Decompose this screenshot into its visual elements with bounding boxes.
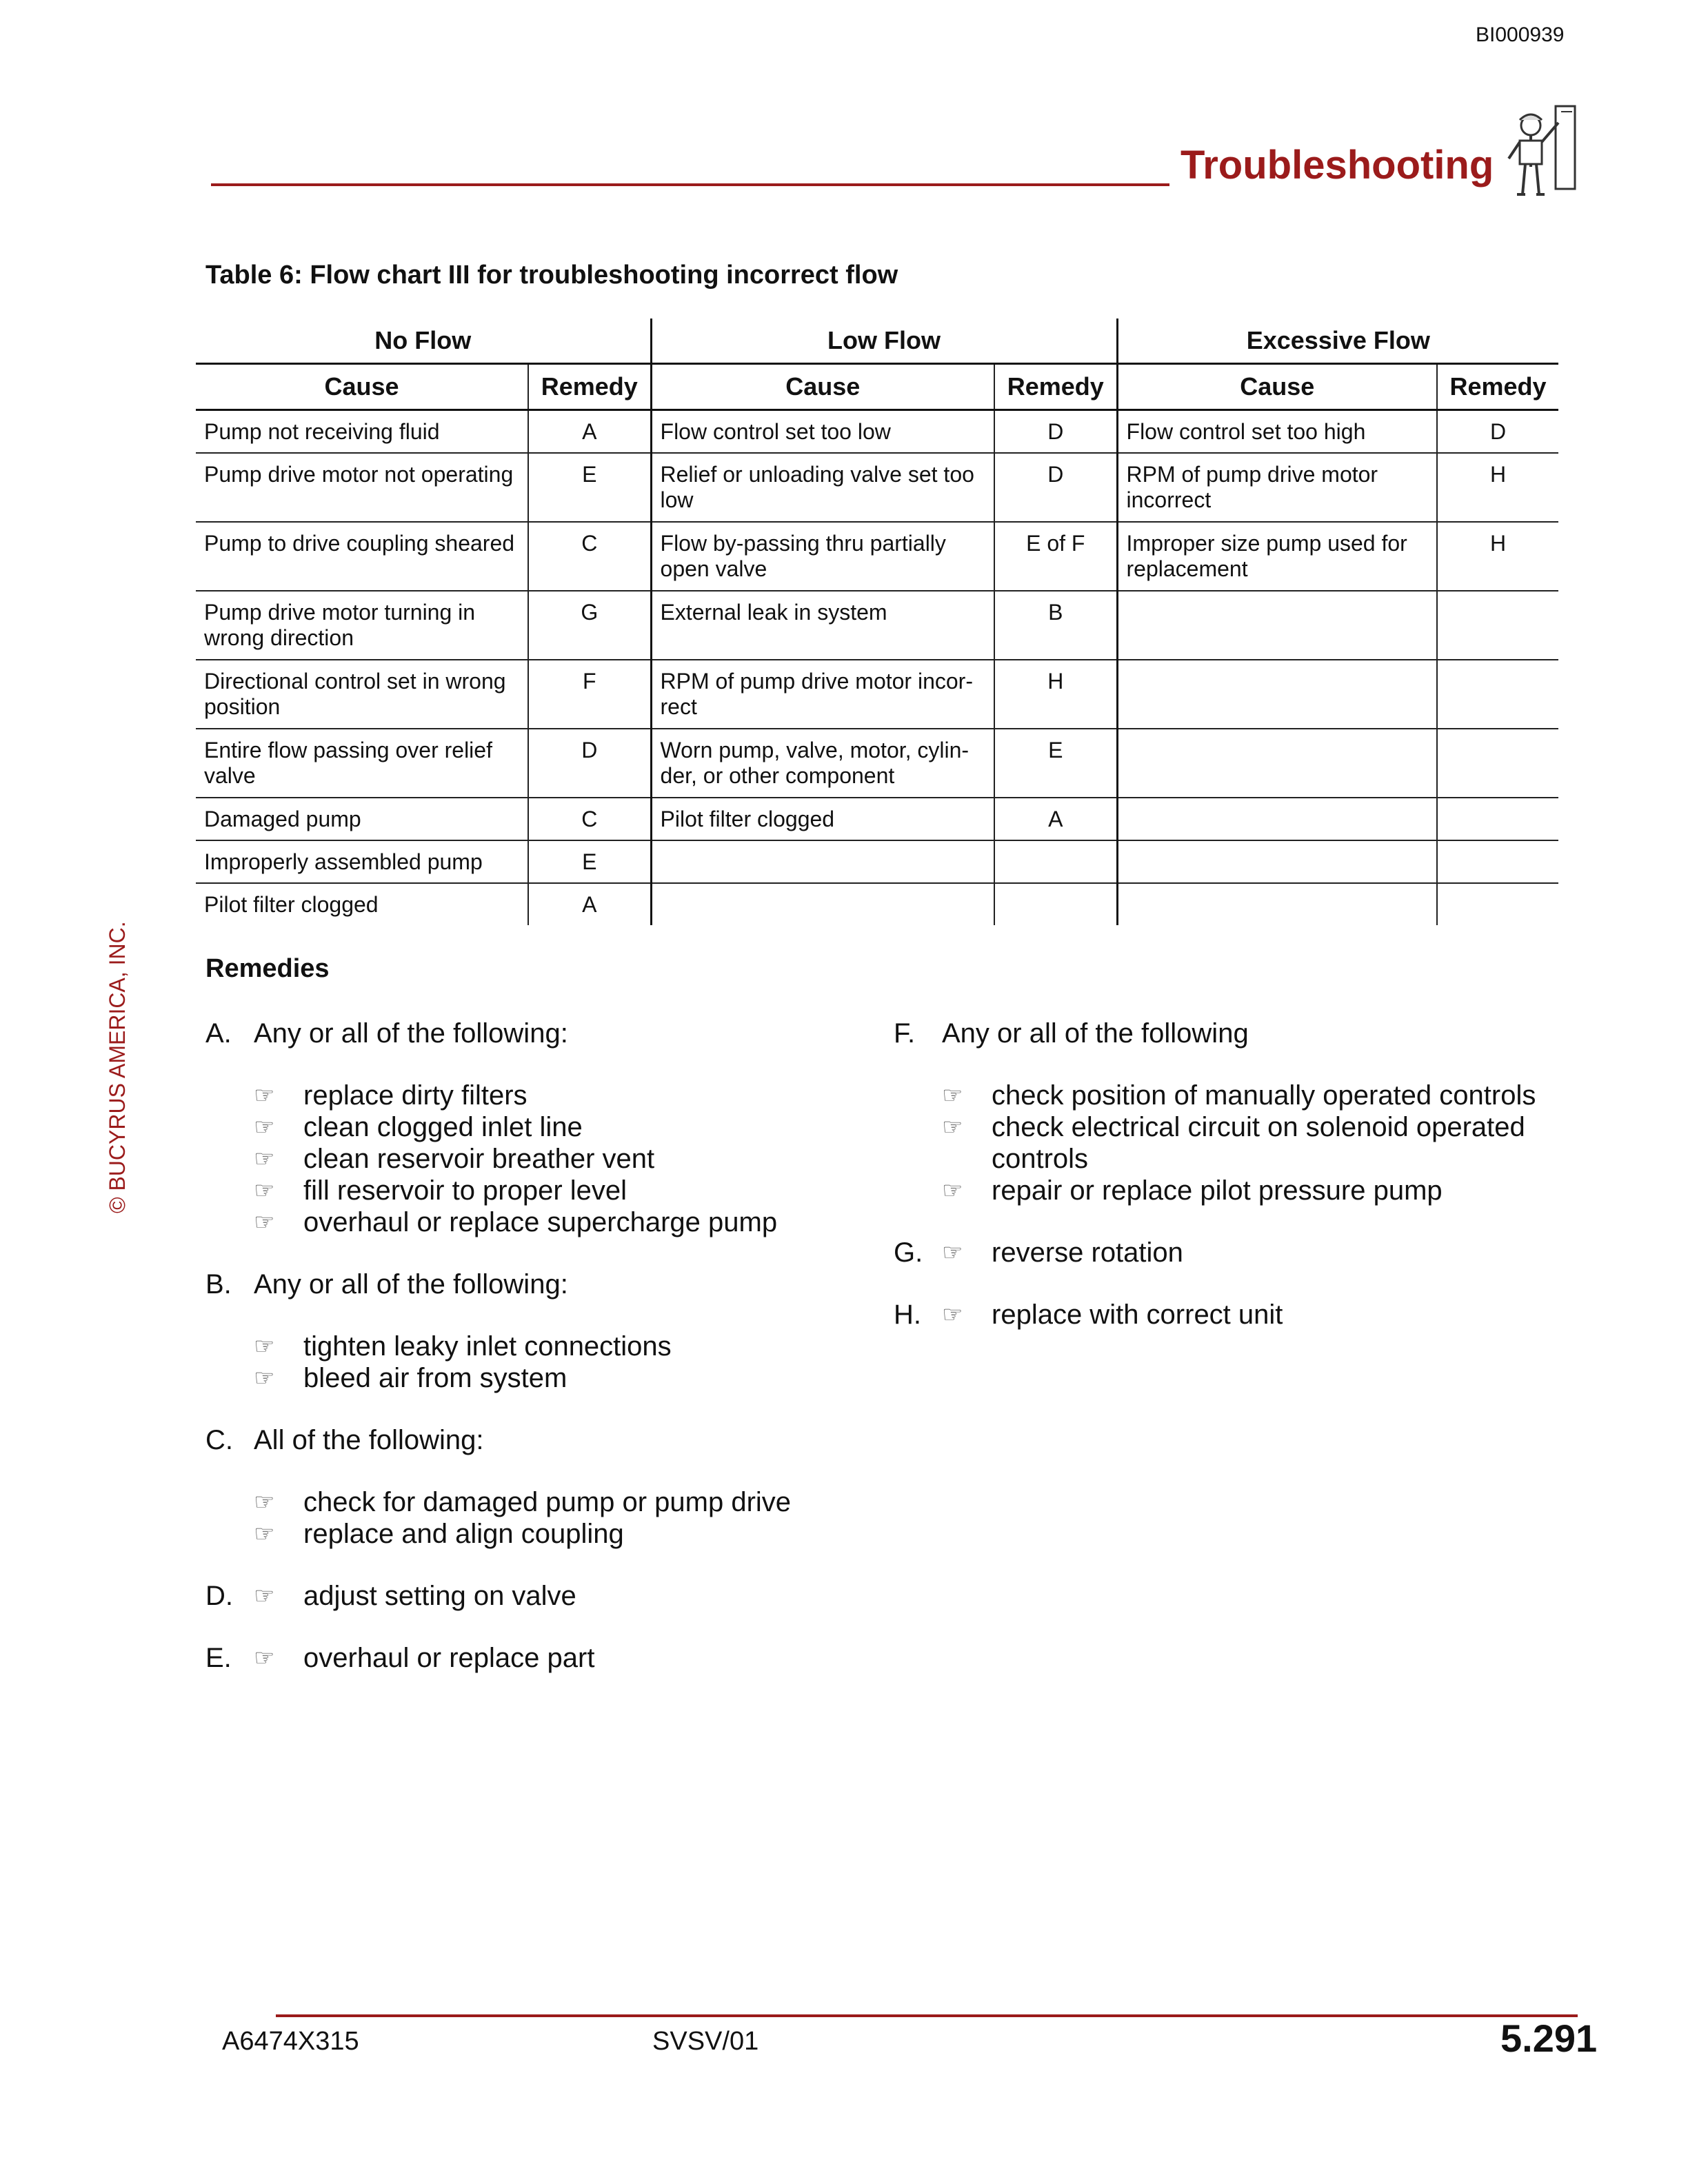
pointing-hand-icon: ☞ <box>254 1521 275 1547</box>
pointing-hand-icon: ☞ <box>254 1365 275 1391</box>
list-item-text: clean clogged inlet line <box>303 1112 583 1142</box>
list-item <box>942 1111 1556 1175</box>
list-item-text: repair or replace pilot pressure pump <box>992 1175 1443 1206</box>
footer-revision: SVSV/01 <box>652 2027 759 2056</box>
footer-rule <box>276 2014 1578 2017</box>
low-flow-cause: External leak in system <box>651 591 994 660</box>
pointing-hand-icon: ☞ <box>254 1489 275 1515</box>
excessive-flow-remedy <box>1437 660 1558 729</box>
remedy-letter: C. <box>205 1425 233 1455</box>
no-flow-remedy: G <box>528 591 651 660</box>
remedy-b <box>205 1268 895 1300</box>
remedy-letter: G. <box>894 1237 923 1268</box>
no-flow-remedy: A <box>528 883 651 925</box>
remedy-e <box>205 1642 895 1674</box>
list-item <box>254 1175 895 1206</box>
no-flow-remedy: E <box>528 840 651 883</box>
pointing-hand-icon: ☞ <box>942 1114 963 1140</box>
pointing-hand-icon: ☞ <box>942 1302 963 1328</box>
low-flow-cause: Relief or unloading valve set too low <box>651 453 994 522</box>
low-flow-remedy: A <box>994 798 1117 840</box>
no-flow-remedy: D <box>528 729 651 798</box>
no-flow-cause: Pump drive motor not operating <box>196 453 528 522</box>
list-item <box>254 1080 895 1111</box>
list-item <box>254 1206 895 1238</box>
table-row <box>196 591 1558 660</box>
excessive-flow-cause <box>1117 729 1437 798</box>
list-item <box>254 1518 895 1550</box>
excessive-flow-cause <box>1117 840 1437 883</box>
list-item <box>942 1080 1556 1111</box>
remedy-text: adjust setting on valve <box>303 1581 576 1611</box>
pointing-hand-icon: ☞ <box>254 1209 275 1235</box>
no-flow-cause: Pump to drive coupling sheared <box>196 522 528 591</box>
remedy-g <box>894 1237 1556 1268</box>
excessive-flow-cause <box>1117 591 1437 660</box>
copyright-text: © BUCYRUS AMERICA, INC. <box>105 921 130 1213</box>
column-header-row <box>196 364 1558 410</box>
remedy-text: reverse rotation <box>992 1237 1183 1268</box>
remedy-letter: B. <box>205 1269 232 1300</box>
list-item-text: replace dirty filters <box>303 1080 528 1111</box>
list-item-text: check for damaged pump or pump drive <box>303 1487 792 1517</box>
pointing-hand-icon: ☞ <box>942 1177 963 1204</box>
footer-part-number: A6474X315 <box>222 2027 359 2056</box>
low-flow-cause: Flow control set too low <box>651 410 994 454</box>
no-flow-cause: Pump not receiving fluid <box>196 410 528 454</box>
list-item-text: fill reservoir to proper level <box>303 1175 627 1206</box>
list-item-text: tighten leaky inlet connections <box>303 1331 672 1362</box>
column-cause: Cause <box>651 364 994 410</box>
excessive-flow-remedy <box>1437 798 1558 840</box>
remedy-letter: H. <box>894 1300 921 1330</box>
no-flow-remedy: C <box>528 798 651 840</box>
no-flow-cause: Directional control set in wrong position <box>196 660 528 729</box>
excessive-flow-remedy <box>1437 840 1558 883</box>
excessive-flow-cause: Improper size pump used for replacement <box>1117 522 1437 591</box>
low-flow-remedy: H <box>994 660 1117 729</box>
excessive-flow-cause <box>1117 660 1437 729</box>
list-item <box>254 1362 895 1394</box>
low-flow-remedy <box>994 883 1117 925</box>
excessive-flow-remedy: H <box>1437 453 1558 522</box>
pointing-hand-icon: ☞ <box>254 1177 275 1204</box>
no-flow-remedy: E <box>528 453 651 522</box>
remedy-a <box>205 1018 895 1049</box>
column-cause: Cause <box>1117 364 1437 410</box>
section-title: Troubleshooting <box>1180 143 1494 188</box>
remedies-title: Remedies <box>205 954 330 983</box>
low-flow-remedy: E <box>994 729 1117 798</box>
mechanic-figure-icon <box>1500 103 1578 200</box>
table-row <box>196 453 1558 522</box>
remedy-intro: All of the following: <box>254 1425 484 1455</box>
remedy-letter: E. <box>205 1643 232 1673</box>
pointing-hand-icon: ☞ <box>942 1240 963 1266</box>
excessive-flow-cause: RPM of pump drive motor incorrect <box>1117 453 1437 522</box>
column-remedy: Remedy <box>994 364 1117 410</box>
remedy-letter: F. <box>894 1018 916 1049</box>
excessive-flow-remedy <box>1437 883 1558 925</box>
no-flow-cause: Improperly assembled pump <box>196 840 528 883</box>
table-row <box>196 798 1558 840</box>
remedy-letter: D. <box>205 1581 233 1611</box>
low-flow-cause: RPM of pump drive motor incor-rect <box>651 660 994 729</box>
remedy-c-list <box>254 1486 895 1550</box>
list-item-text: overhaul or replace supercharge pump <box>303 1207 778 1237</box>
table-row <box>196 522 1558 591</box>
remedy-d <box>205 1580 895 1612</box>
no-flow-cause: Pump drive motor turning in wrong direction <box>196 591 528 660</box>
remedy-text: overhaul or replace part <box>303 1643 595 1673</box>
remedy-b-list <box>254 1331 895 1394</box>
excessive-flow-remedy <box>1437 729 1558 798</box>
page-number: 5.291 <box>1500 2016 1598 2060</box>
excessive-flow-remedy: D <box>1489 419 1507 444</box>
low-flow-cause <box>651 840 994 883</box>
no-flow-remedy: C <box>528 522 651 591</box>
remedy-h <box>894 1299 1556 1331</box>
no-flow-remedy: F <box>528 660 651 729</box>
list-item <box>942 1175 1556 1206</box>
column-remedy: Remedy <box>1437 364 1558 410</box>
pointing-hand-icon: ☞ <box>254 1146 275 1172</box>
list-item <box>254 1331 895 1362</box>
excessive-flow-cause <box>1117 883 1437 925</box>
remedies-right-column <box>894 1018 1556 1361</box>
group-excessive-flow: Excessive Flow <box>1246 326 1430 354</box>
list-item-text: replace and align coupling <box>303 1519 624 1549</box>
pointing-hand-icon: ☞ <box>254 1333 275 1359</box>
list-item <box>254 1111 895 1143</box>
column-cause: Cause <box>196 364 528 410</box>
no-flow-cause: Damaged pump <box>196 798 528 840</box>
remedies-left-column <box>205 1018 895 1704</box>
excessive-flow-remedy: H <box>1437 522 1558 591</box>
excessive-flow-cause: Flow control set too high <box>1117 410 1437 454</box>
group-header-row <box>196 318 1558 364</box>
remedy-letter: A. <box>205 1018 232 1049</box>
low-flow-remedy: D <box>994 453 1117 522</box>
group-no-flow: No Flow <box>196 318 651 364</box>
pointing-hand-icon: ☞ <box>254 1583 275 1609</box>
low-flow-cause: Flow by-passing thru partially open valve <box>651 522 994 591</box>
excessive-flow-remedy <box>1437 591 1558 660</box>
column-remedy: Remedy <box>528 364 651 410</box>
pointing-hand-icon: ☞ <box>942 1082 963 1109</box>
pointing-hand-icon: ☞ <box>254 1114 275 1140</box>
low-flow-remedy: D <box>994 410 1117 454</box>
low-flow-cause: Worn pump, valve, motor, cylin-der, or other component <box>651 729 994 798</box>
remedy-f-list <box>942 1080 1556 1206</box>
doc-id: BI000939 <box>1476 23 1565 46</box>
pointing-hand-icon: ☞ <box>254 1082 275 1109</box>
group-low-flow: Low Flow <box>651 318 1117 364</box>
list-item-text: check position of manually operated controls <box>992 1080 1536 1111</box>
remedy-a-list <box>254 1080 895 1238</box>
table-row <box>196 883 1558 925</box>
remedy-text: replace with correct unit <box>992 1300 1283 1330</box>
no-flow-remedy: A <box>528 410 651 454</box>
remedy-intro: Any or all of the following <box>942 1018 1249 1049</box>
troubleshooting-table <box>196 318 1558 925</box>
low-flow-cause: Pilot filter clogged <box>651 798 994 840</box>
no-flow-cause: Entire flow passing over relief valve <box>196 729 528 798</box>
remedy-intro: Any or all of the following: <box>254 1269 568 1300</box>
remedy-c <box>205 1424 895 1456</box>
excessive-flow-cause <box>1117 798 1437 840</box>
list-item-text: bleed air from system <box>303 1363 567 1393</box>
remedy-intro: Any or all of the following: <box>254 1018 568 1049</box>
table-row <box>196 660 1558 729</box>
table-row <box>196 729 1558 798</box>
low-flow-remedy: B <box>994 591 1117 660</box>
no-flow-cause: Pilot filter clogged <box>196 883 528 925</box>
list-item <box>254 1143 895 1175</box>
table-row <box>196 840 1558 883</box>
table-title: Table 6: Flow chart III for troubleshooting incorrect flow <box>205 261 898 290</box>
list-item-text: check electrical circuit on solenoid operated controls <box>992 1112 1525 1174</box>
low-flow-remedy: E of F <box>994 522 1117 591</box>
pointing-hand-icon: ☞ <box>254 1645 275 1671</box>
remedy-f <box>894 1018 1556 1049</box>
header-rule <box>211 183 1169 186</box>
table-row <box>196 410 1558 454</box>
list-item <box>254 1486 895 1518</box>
low-flow-cause <box>651 883 994 925</box>
list-item-text: clean reservoir breather vent <box>303 1144 655 1174</box>
low-flow-remedy <box>994 840 1117 883</box>
